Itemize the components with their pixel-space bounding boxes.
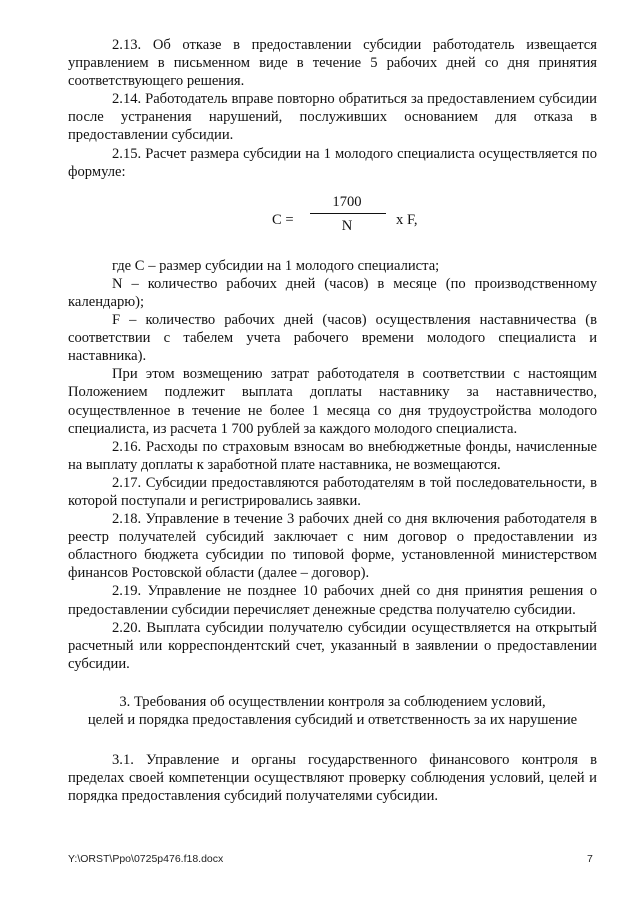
definition-n: N – количество рабочих дней (часов) в месяце (по производственному календарю); <box>68 275 597 310</box>
paragraph-2-16: 2.16. Расходы по страховым взносам во внебюджетные фонды, начисленные на выплату доплаты к заработной плате наставника, не возмещаются. <box>68 438 597 473</box>
paragraph-reimbursement: При этом возмещению затрат работодателя в соответствии с настоящим Положением подлежит выплата доплаты наставнику за наставничество, осуществленное в течение не более 1 месяца со дня трудоустройства молодого специалиста, из расчета 1 700 рублей за каждого молодого специалиста. <box>68 366 597 437</box>
footer-file-path: Y:\ORST\Ppo\0725p476.f18.docx <box>68 853 224 865</box>
document-body <box>68 36 597 805</box>
paragraph-2-20: 2.20. Выплата субсидии получателю субсидии осуществляется на открытый расчетный или корреспондентский счет, указанный в заявлении о предоставлении субсидии. <box>68 619 597 672</box>
footer-page-number: 7 <box>587 853 593 865</box>
formula-denominator: N <box>341 217 353 234</box>
paragraph-2-19: 2.19. Управление не позднее 10 рабочих дней со дня принятия решения о предоставлении субсидии перечисляет денежные средства получателю субсидии. <box>68 583 597 618</box>
definition-f: F – количество рабочих дней (часов) осуществления наставничества (в соответствии с табелем учета рабочего времени молодого специалиста и наставника). <box>68 312 597 365</box>
definition-c: где С – размер субсидии на 1 молодого специалиста; <box>112 257 440 274</box>
formula-tail: х F, <box>396 211 418 228</box>
formula-numerator: 1700 <box>332 193 362 210</box>
paragraph-2-15: 2.15. Расчет размера субсидии на 1 молодого специалиста осуществляется по формуле: <box>68 145 597 180</box>
paragraph-2-14: 2.14. Работодатель вправе повторно обратиться за предоставлением субсидии после устранения нарушений, послуживших основанием для отказа в предоставлении субсидии. <box>68 91 597 144</box>
subsidy-formula <box>68 189 597 251</box>
section-3-heading-line-1: 3. Требования об осуществлении контроля за соблюдением условий, <box>119 693 546 710</box>
paragraph-2-17: 2.17. Субсидии предоставляются работодателям в той последовательности, в которой поступали и регистрировались заявки. <box>68 474 597 509</box>
paragraph-2-18: 2.18. Управление в течение 3 рабочих дней со дня включения работодателя в реестр получателей субсидий заключает с ним договор о предоставлении из областного бюджета субсидии по типовой форме, установленной министерством финансов Ростовской области (далее – договор). <box>68 511 597 582</box>
formula-fraction-bar <box>310 213 386 214</box>
section-3-heading-line-2: целей и порядка предоставления субсидий и ответственность за их нарушение <box>87 712 578 728</box>
formula-lhs: С = <box>272 211 294 228</box>
paragraph-2-13: 2.13. Об отказе в предоставлении субсидии работодатель извещается управлением в письменном виде в течение 5 рабочих дней со дня принятия соответствующего решения. <box>68 37 597 90</box>
paragraph-3-1: 3.1. Управление и органы государственного финансового контроля в пределах своей компетенции осуществляют проверку соблюдения условий, целей и порядка предоставления субсидий получателями субсидии. <box>68 752 597 805</box>
section-3-heading <box>68 693 597 729</box>
